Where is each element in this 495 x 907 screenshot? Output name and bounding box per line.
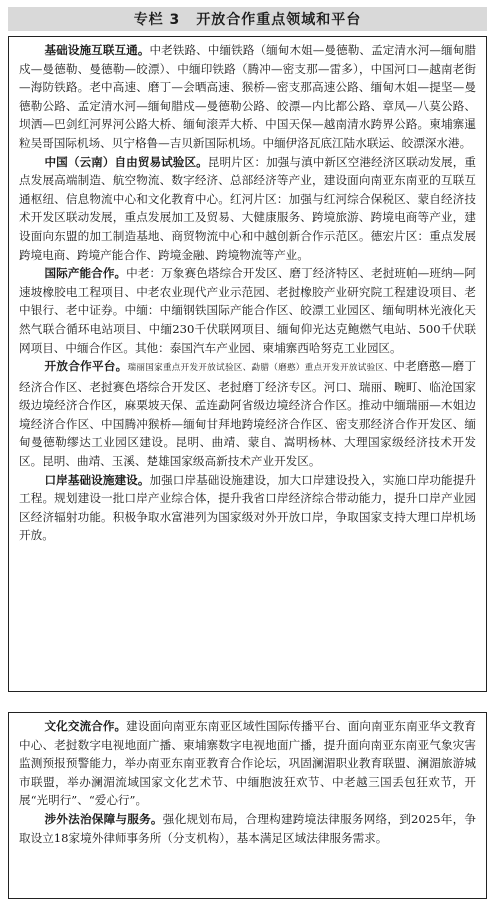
- column-title: 开放合作重点领域和平台: [196, 12, 362, 28]
- paragraph-body: 加强口岸基础设施建设，加大口岸建设投入，实施口岸功能提升工程。规划建设一批口岸产业综合体，提升我省口岸经济综合带动能力，提升口岸产业园区经济辐射功能。积极争取水富港列为国家级对外开放口岸，争取国家支持大理口岸机场开放。: [19, 472, 476, 543]
- paragraph-body: 强化规划布局，合理构建跨境法律服务网络，到2025年，争取设立18家境外律师事务所（分支机构），基本满足区域法律服务需求。: [19, 811, 476, 845]
- paragraph-body: 中老铁路、中缅铁路（缅甸木姐—曼德勒、孟定清水河—缅甸腊戍—曼德勒、曼德勒—皎漂）、中缅印铁路（腾冲—密支那—雷多），中国河口—越南老街—海防铁路。老中高速、磨丁—会晒高速、猴桥—密支那高速公路、缅甸木姐—提坚—曼德勒公路、孟定清水河—缅甸腊戍—曼德勒公路、皎漂—内比都公路、章凤—八莫公路、坝洒—巴剑红河界河公路大桥、缅甸滚弄大桥、中国天保—越南清水跨界公路。柬埔寨暹粒吴哥国际机场、贝宁格鲁—吉贝新国际机场。中缅伊洛瓦底江陆水联运、皎漂深水港。: [19, 43, 476, 150]
- paragraph-heading: 口岸基础设施建设。: [44, 472, 150, 487]
- paragraph-port-infrastructure: [19, 471, 476, 545]
- paragraph-heading: 文化交流合作。: [44, 719, 127, 733]
- column-number: 专栏 3: [133, 12, 181, 28]
- paragraph-body: 中老磨憨—磨丁经济合作区、老挝赛色塔综合开发区、老挝磨丁经济专区。河口、瑞丽、畹町、临沧国家级边境经济合作区，麻栗坡天保、孟连勐阿省级边境经济合作区。推动中缅瑞丽—木姐边境经济合作区、中国腾冲猴桥—缅甸甘拜地跨境经济合作区、密支那经济合作开发区、缅甸曼德勒缪达工业园区建设。昆明、曲靖、蒙自、嵩明杨林、大理国家级经济技术开发区。昆明、曲靖、玉溪、楚雄国家级高新技术产业开发区。: [19, 359, 476, 469]
- paragraph-cultural-exchange: [19, 717, 476, 810]
- paragraph-small-text: 瑞丽国家重点开发开放试验区、勐腊（磨憨）重点开发开放试验区、: [127, 363, 394, 374]
- paragraph-free-trade-zone: [19, 153, 476, 265]
- paragraph-heading: 中国（云南）自由贸易试验区。: [44, 154, 208, 169]
- paragraph-heading: 开放合作平台。: [44, 359, 128, 374]
- paragraph-body: 中老：万象赛色塔综合开发区、磨丁经济特区、老挝班帕—班纳—阿速坡橡胶电工程项目、中老农业现代产业示范园、老挝橡胶产业研究院工程建设项目、老中银行、老中证券。中缅：中缅钢铁国际产能合作区、皎漂工业园区、缅甸明林光液化天然气联合循环电站项目、中缅230千伏联网项目、缅甸仰光达克鲍燃气电站、500千伏联网项目、中缅合作区。其他：泰国汽车产业园、柬埔寨西哈努克工业园区。: [19, 266, 476, 355]
- paragraph-legal-services: [19, 810, 476, 847]
- paragraph-body: 昆明片区：加强与滇中新区空港经济区联动发展，重点发展高端制造、航空物流、数字经济、总部经济等产业，建设面向南亚东南亚的互联互通枢纽、信息物流中心和文化教育中心。红河片区：加强与红河综合保税区、蒙自经济技术开发区联动发展，重点发展加工及贸易、大健康服务、跨境旅游、跨境电商等产业，建设面向东盟的加工制造基地、商贸物流中心和中越创新合作示范区。德宏片区：重点发展跨境电商、跨境产能合作、跨境金融、跨境物流等产业。: [19, 154, 476, 262]
- column-box-continued: [8, 712, 487, 899]
- paragraph-infrastructure: [19, 41, 476, 153]
- paragraph-heading: 国际产能合作。: [44, 266, 127, 281]
- column-box-main: [8, 36, 487, 692]
- paragraph-body: 建设面向南亚东南亚区域性国际传播平台、面向南亚东南亚华文教育中心、老挝数字电视地面广播、柬埔寨数字电视地面广播，提升面向南亚东南亚气象灾害监测预报预警能力，举办南亚东南亚教育合作论坛，巩固澜湄职业教育联盟、澜湄旅游城市联盟，举办澜湄流域国家文化艺术节、中缅胞波狂欢节、中老越三国丢包狂欢节，开展“光明行”、“爱心行”。: [19, 719, 476, 808]
- paragraph-heading: 基础设施互联互通。: [44, 43, 150, 57]
- paragraph-cooperation-platforms: [19, 357, 476, 471]
- paragraph-heading: 涉外法治保障与服务。: [44, 811, 163, 826]
- column-header: [8, 7, 487, 31]
- paragraph-capacity-cooperation: [19, 264, 476, 357]
